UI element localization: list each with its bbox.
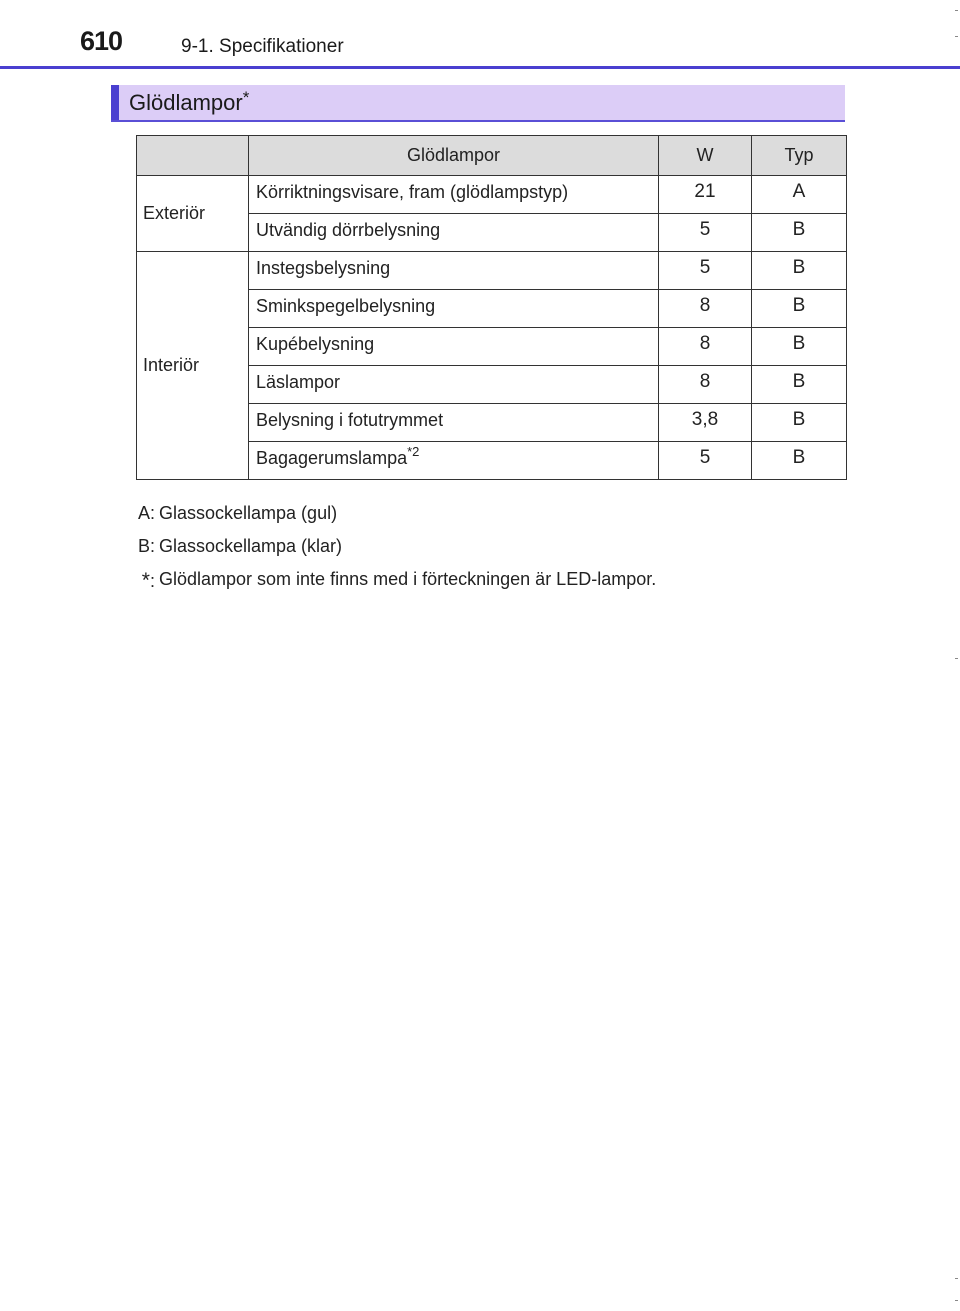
bulb-type: A [752, 176, 847, 214]
bulb-watt: 5 [659, 214, 752, 252]
bulb-type: B [752, 252, 847, 290]
note-item [131, 503, 656, 536]
bulb-type: B [752, 404, 847, 442]
bulb-watt: 21 [659, 176, 752, 214]
page-header [0, 0, 960, 70]
section-heading [111, 85, 845, 122]
bulb-name: Körriktningsvisare, fram (glödlampstyp) [249, 176, 659, 214]
footnotes [131, 503, 656, 602]
bulb-table [136, 135, 847, 480]
edge-mark [955, 658, 958, 659]
note-item [131, 569, 656, 602]
table-header-row [137, 136, 847, 176]
section-title: 9-1. Specifikationer [181, 36, 344, 57]
bulb-type: B [752, 328, 847, 366]
header-bulb: Glödlampor [249, 136, 659, 176]
footnote-marker: *2 [407, 444, 420, 459]
bulb-type: B [752, 290, 847, 328]
bulb-name: Utvändig dörrbelysning [249, 214, 659, 252]
note-key: A: [137, 503, 155, 523]
note-key: *: [141, 569, 155, 592]
header-type: Typ [752, 136, 847, 176]
bulb-watt: 8 [659, 290, 752, 328]
edge-mark [955, 1278, 958, 1279]
heading-accent [111, 85, 119, 120]
table-row [137, 252, 847, 290]
note-text: Glassockellampa (gul) [159, 503, 338, 523]
bulb-name: Kupébelysning [249, 328, 659, 366]
page-number: 610 [80, 26, 123, 56]
header-category [137, 136, 249, 176]
bulb-name: Sminkspegelbelysning [249, 290, 659, 328]
header-watt: W [659, 136, 752, 176]
bulb-name: Belysning i fotutrymmet [249, 404, 659, 442]
category-cell: Interiör [137, 252, 249, 480]
note-text: Glassockellampa (klar) [159, 536, 343, 556]
heading-text: Glödlampor* [129, 88, 250, 115]
note-text: Glödlampor som inte finns med i förteckningen är LED-lampor. [159, 569, 657, 589]
bulb-name: Läslampor [249, 366, 659, 404]
edge-mark [955, 1300, 958, 1301]
bulb-name: Bagagerumslampa$^{*2}$ [249, 442, 659, 480]
bulb-type: B [752, 442, 847, 480]
edge-mark [955, 10, 958, 11]
bulb-type: B [752, 214, 847, 252]
heading-marker: * [242, 88, 250, 107]
bulb-watt: 5 [659, 442, 752, 480]
category-cell: Exteriör [137, 176, 249, 252]
bulb-watt: 5 [659, 252, 752, 290]
table-row [137, 176, 847, 214]
bulb-type: B [752, 366, 847, 404]
header-rule [0, 66, 960, 69]
note-key: B: [137, 536, 155, 556]
bulb-watt: 3,8 [659, 404, 752, 442]
edge-mark [955, 36, 958, 37]
bulb-watt: 8 [659, 328, 752, 366]
bulb-watt: 8 [659, 366, 752, 404]
note-item [131, 536, 656, 569]
bulb-name: Instegsbelysning [249, 252, 659, 290]
